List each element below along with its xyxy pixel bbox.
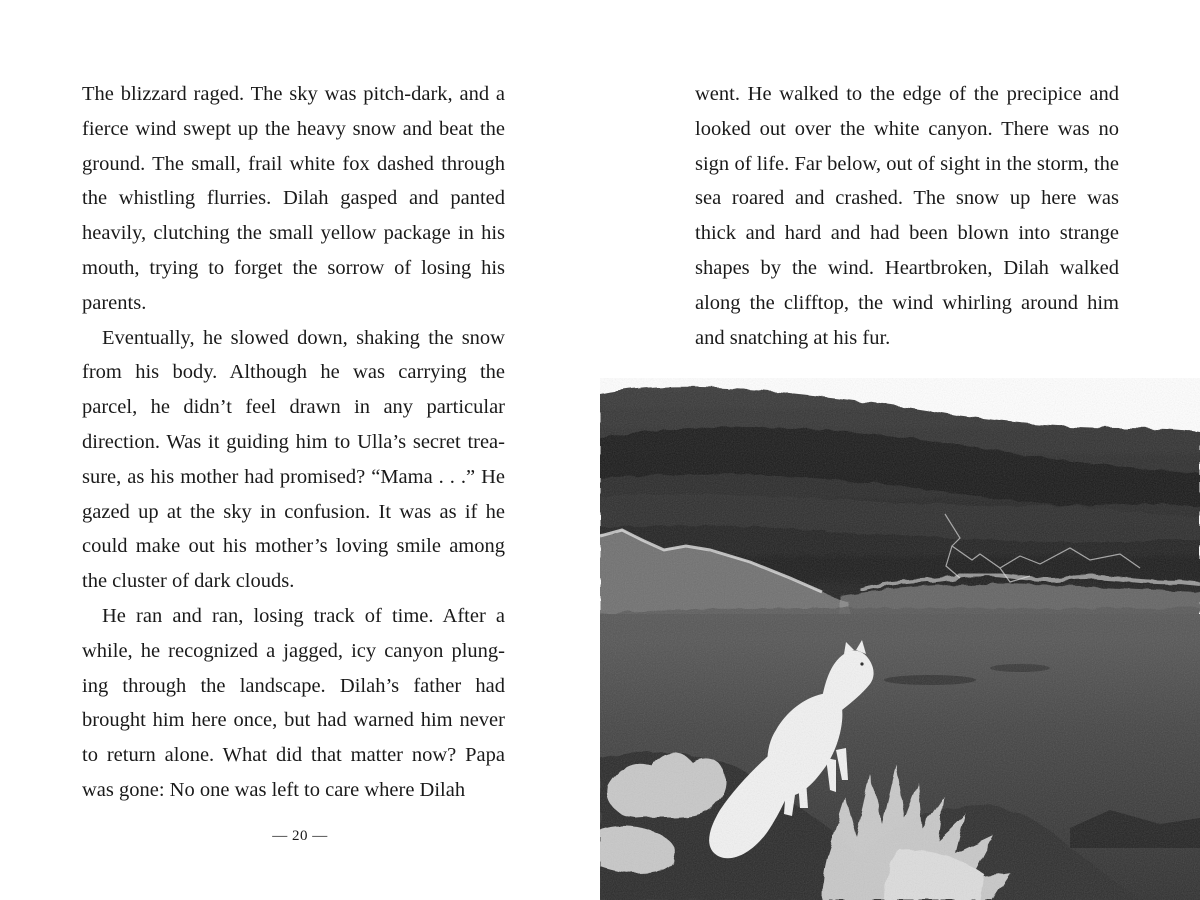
white-fox-on-clifftop-illustration bbox=[600, 378, 1200, 900]
paragraph-continued: went. He walked to the edge of the precipice and looked out over the white canyon. There was no sign of life. Far below, out of sight in the storm, the sea roared and crashed. The snow up here was thick and hard and had been blown into strange shapes by the wind. Heartbroken, Dilah walked along the clifftop, the wind whirling around him and snatching at his fur. bbox=[695, 83, 1119, 349]
page-number: — 20 — bbox=[272, 828, 328, 844]
paragraph-3: He ran and ran, losing track of time. After a while, he recognized a jagged, icy canyon plung-ing through the landscape. Dilah’s father had brought him here once, but had warned him never to return alone. What did that matter now? Papa was gone: No one was left to care where Dilah bbox=[82, 604, 505, 801]
paragraph-2: Eventually, he slowed down, shaking the snow from his body. Although he was carrying the parcel, he didn’t feel drawn in any particular direction. Was it guiding him to Ulla’s secret trea-sure, as his mother had promised? “Mama . . .” He gazed up at the sky in confusion. It was as if he could make out his mother’s loving smile among the cluster of dark clouds. bbox=[82, 326, 505, 593]
paragraph-1: The blizzard raged. The sky was pitch-dark, and a fierce wind swept up the heavy snow and beat the ground. The small, frail white fox dashed through the whistling flurries. Dilah gasped and panted heavily, clutching the small yellow package in his mouth, trying to forget the sorrow of losing his parents. bbox=[82, 83, 505, 314]
right-text-column bbox=[695, 77, 1119, 355]
left-text-column bbox=[82, 77, 505, 808]
right-page bbox=[600, 0, 1200, 900]
